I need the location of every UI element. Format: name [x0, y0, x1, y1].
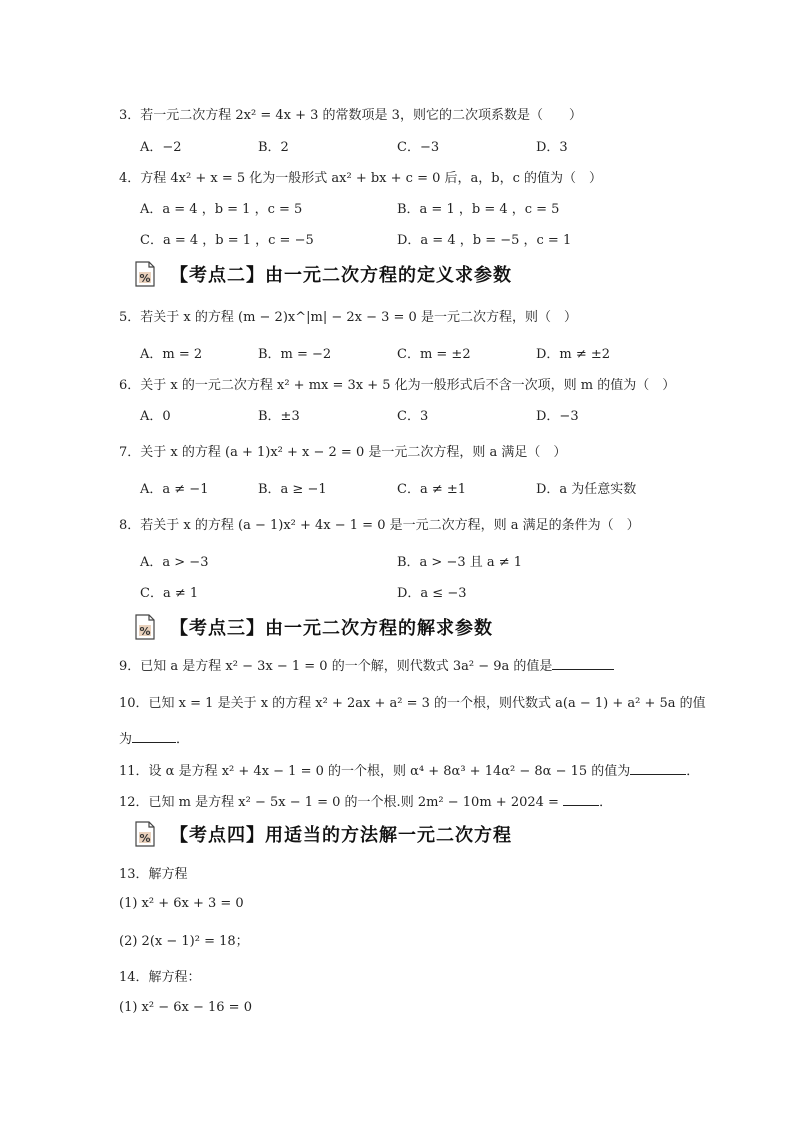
- question-4-option-a: A．a = 4 ，b = 1 ，c = 5: [140, 202, 303, 217]
- section-title-4: 【考点四】用适当的方法解一元二次方程: [170, 825, 512, 846]
- question-5-stem: 5．若关于 x 的方程 (m − 2)x^|m| − 2x − 3 = 0 是一元二次方程，则（ ）: [119, 310, 577, 325]
- answer-blank[interactable]: [132, 730, 176, 743]
- question-6-option-c: C．3: [397, 409, 429, 424]
- section-heading-2: [134, 260, 512, 288]
- question-8-option-c: C．a ≠ 1: [140, 586, 199, 601]
- question-13-part-2: (2) 2(x − 1)² = 18；: [119, 934, 249, 949]
- answer-blank[interactable]: [563, 793, 599, 806]
- document-percent-icon: [134, 821, 156, 847]
- question-10-stem: 10．已知 x = 1 是关于 x 的方程 x² + 2ax + a² = 3 的一个根，则代数式 a(a − 1) + a² + 5a 的值: [119, 696, 706, 711]
- question-11-stem: 11．设 α 是方程 x² + 4x − 1 = 0 的一个根，则 α⁴ + 8α³ + 14α² − 8α − 15 的值为: [119, 764, 631, 779]
- document-percent-icon: [134, 261, 156, 287]
- question-14-stem: 14．解方程：: [119, 970, 201, 985]
- svg-text:%: %: [139, 625, 151, 638]
- question-14-part-1: (1) x² − 6x − 16 = 0: [119, 1000, 252, 1015]
- question-12-end: ．: [599, 795, 613, 810]
- question-12: [119, 791, 612, 810]
- question-3-stem: 3．若一元二次方程 2x² = 4x + 3 的常数项是 3，则它的二次项系数是（ ）: [119, 108, 582, 123]
- question-8-stem: 8．若关于 x 的方程 (a − 1)x² + 4x − 1 = 0 是一元二次方程，则 a 满足的条件为（ ）: [119, 518, 640, 533]
- question-3-option-d: D．3: [536, 140, 568, 155]
- question-6-stem: 6．关于 x 的一元二次方程 x² + mx = 3x + 5 化为一般形式后不含一次项，则 m 的值为（ ）: [119, 378, 676, 393]
- section-heading-4: [134, 820, 512, 848]
- question-7-option-d: D．a 为任意实数: [536, 482, 637, 497]
- question-6-option-a: A．0: [140, 409, 171, 424]
- question-5-option-b: B．m = −2: [258, 347, 332, 362]
- question-3-option-c: C．−3: [397, 140, 440, 155]
- question-5-option-d: D．m ≠ ±2: [536, 347, 611, 362]
- question-3-option-a: A．−2: [140, 140, 182, 155]
- question-10-continuation: 为 ．: [119, 732, 190, 747]
- question-4-option-c: C．a = 4 ，b = 1 ，c = −5: [140, 233, 314, 248]
- question-4-option-d: D．a = 4 ，b = −5 ，c = 1: [397, 233, 572, 248]
- question-11-end: ．: [686, 764, 700, 779]
- question-13-part-1: (1) x² + 6x + 3 = 0: [119, 896, 244, 911]
- question-11: [119, 760, 699, 779]
- question-8-option-b: B．a > −3 且 a ≠ 1: [397, 555, 523, 570]
- question-8-option-d: D．a ≤ −3: [397, 586, 467, 601]
- svg-text:%: %: [139, 832, 151, 845]
- question-5-option-a: A．m = 2: [140, 347, 203, 362]
- document-percent-icon: [134, 614, 156, 640]
- section-title-3: 【考点三】由一元二次方程的解求参数: [170, 618, 493, 639]
- svg-text:%: %: [139, 272, 151, 285]
- question-6-option-d: D．−3: [536, 409, 579, 424]
- question-10-tail: 为: [119, 732, 133, 747]
- question-7-option-c: C．a ≠ ±1: [397, 482, 467, 497]
- question-3-option-b: B．2: [258, 140, 289, 155]
- question-9: [119, 655, 614, 674]
- section-title-2: 【考点二】由一元二次方程的定义求参数: [170, 265, 512, 286]
- question-7-option-a: A．a ≠ −1: [140, 482, 209, 497]
- question-4-option-b: B．a = 1 ，b = 4 ，c = 5: [397, 202, 560, 217]
- question-9-stem: 9．已知 a 是方程 x² − 3x − 1 = 0 的一个解，则代数式 3a² − 9a 的值是: [119, 659, 553, 674]
- answer-blank[interactable]: [630, 762, 686, 775]
- question-4-stem: 4．方程 4x² + x = 5 化为一般形式 ax² + bx + c = 0 后，a，b，c 的值为（ ）: [119, 171, 602, 186]
- question-12-stem: 12．已知 m 是方程 x² − 5x − 1 = 0 的一个根.则 2m² − 10m + 2024 =: [119, 795, 559, 810]
- question-7-stem: 7．关于 x 的方程 (a + 1)x² + x − 2 = 0 是一元二次方程，则 a 满足（ ）: [119, 445, 567, 460]
- question-6-option-b: B．±3: [258, 409, 300, 424]
- question-7-option-b: B．a ≥ −1: [258, 482, 327, 497]
- answer-blank[interactable]: [552, 657, 614, 670]
- question-8-option-a: A．a > −3: [140, 555, 209, 570]
- question-13-stem: 13．解方程: [119, 867, 188, 882]
- question-5-option-c: C．m = ±2: [397, 347, 471, 362]
- section-heading-3: [134, 613, 493, 641]
